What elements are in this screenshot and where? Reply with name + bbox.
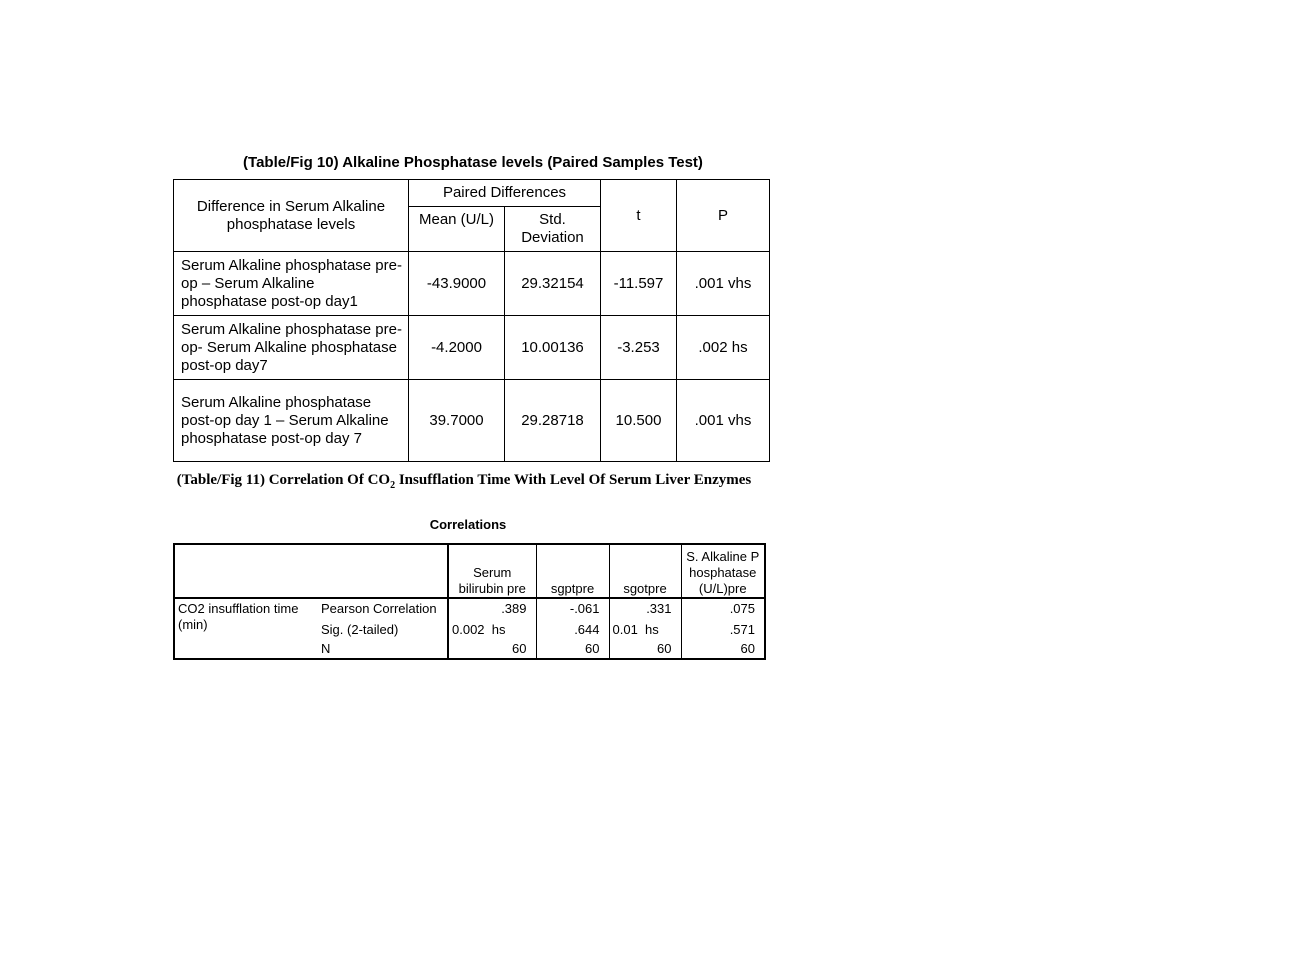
sgot-header: sgotpre	[609, 544, 681, 598]
p-value: .002 hs	[677, 316, 770, 380]
row-variable: CO2 insufflation time (min)	[178, 601, 299, 632]
stat-label: Sig. (2-tailed)	[321, 621, 399, 637]
bilirubin-value: .389	[448, 598, 536, 619]
row-label: Serum Alkaline phosphatase pre-op – Serum Alkaline phosphatase post-op day1	[174, 252, 409, 316]
alp-header: S. Alkaline Phosphatase(U/L)pre	[681, 544, 765, 598]
t-header: t	[601, 180, 677, 252]
sgpt-value: -.061	[536, 598, 609, 619]
sgpt-value: 60	[536, 640, 609, 659]
corner-cell	[174, 544, 448, 598]
bilirubin-value: 60	[448, 640, 536, 659]
sgpt-header: sgptpre	[536, 544, 609, 598]
paired-samples-table	[173, 179, 770, 462]
t-value: 10.500	[601, 380, 677, 462]
table11-title	[174, 471, 754, 495]
sgot-value: 60	[609, 640, 681, 659]
sgot-value: .331	[609, 598, 681, 619]
table11-header-row	[174, 544, 765, 598]
paired-differences-header: Paired Differences	[409, 180, 601, 207]
stat-label: N	[321, 641, 331, 656]
mean-value: 39.7000	[409, 380, 505, 462]
difference-header: Difference in Serum Alkaline phosphatase levels	[174, 180, 409, 252]
table-row	[174, 316, 770, 380]
row-label: Serum Alkaline phosphatase pre-op- Serum Alkaline phosphatase post-op day7	[174, 316, 409, 380]
table11-title-subscript: 2	[390, 480, 396, 491]
alp-value: .571	[681, 619, 765, 640]
sd-value: 29.28718	[505, 380, 601, 462]
mean-header: Mean (U/L)	[409, 207, 505, 252]
row-label: Serum Alkaline phosphatase post-op day 1 – Serum Alkaline phosphatase post-op day 7	[174, 380, 409, 462]
sgpt-value: .644	[536, 619, 609, 640]
correlations-table	[173, 543, 766, 660]
t-value: -11.597	[601, 252, 677, 316]
table11-title-part1: (Table/Fig 11) Correlation Of CO	[176, 472, 391, 488]
table-row	[174, 252, 770, 316]
p-header: P	[677, 180, 770, 252]
stat-label: Pearson Correlation	[321, 601, 437, 616]
alp-value: 60	[681, 640, 765, 659]
table-row	[174, 380, 770, 462]
p-value: .001 vhs	[677, 380, 770, 462]
bilirubin-value: 0.002 hs	[448, 619, 536, 640]
bilirubin-header: Serum bilirubin pre	[448, 544, 536, 598]
sd-value: 29.32154	[505, 252, 601, 316]
sd-value: 10.00136	[505, 316, 601, 380]
alp-value: .075	[681, 598, 765, 619]
p-value: .001 vhs	[677, 252, 770, 316]
table-row	[174, 598, 765, 619]
table10-header-row	[174, 180, 770, 207]
t-value: -3.253	[601, 316, 677, 380]
mean-value: -43.9000	[409, 252, 505, 316]
table11-title-part2: Insufflation Time With Level Of Serum Liver Enzymes	[395, 472, 752, 488]
correlations-subtitle: Correlations	[429, 517, 507, 532]
sgot-value: 0.01 hs	[609, 619, 681, 640]
sd-header: Std. Deviation	[505, 207, 601, 252]
mean-value: -4.2000	[409, 316, 505, 380]
table10-title: (Table/Fig 10) Alkaline Phosphatase levels (Paired Samples Test)	[243, 154, 703, 171]
